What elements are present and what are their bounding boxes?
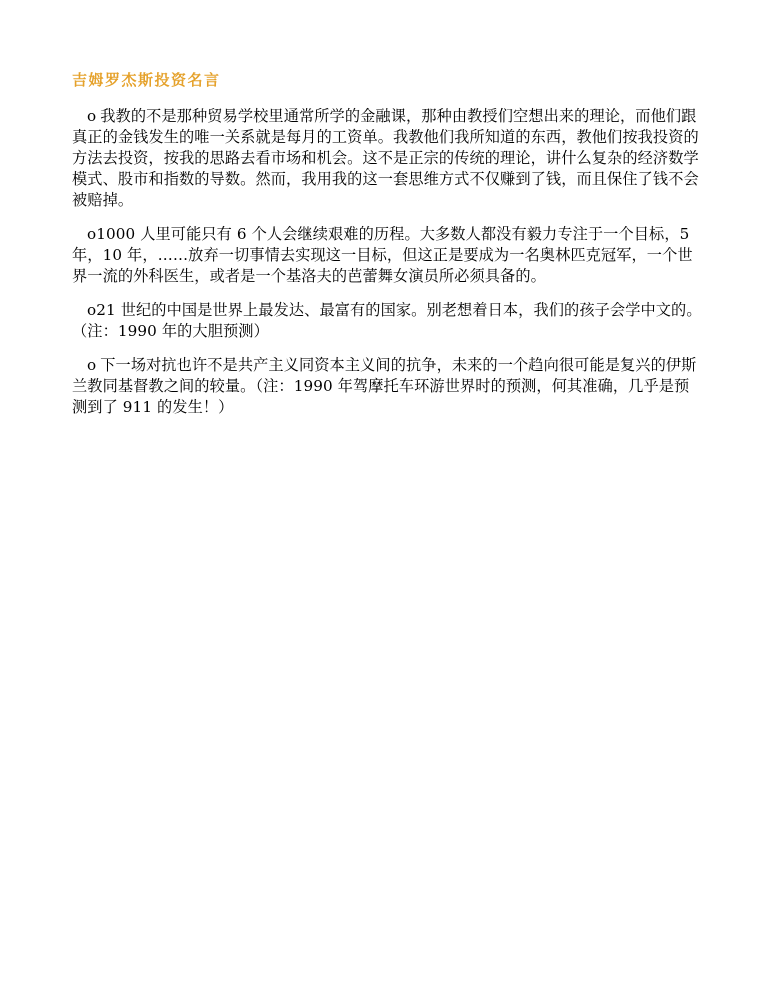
quote-text: 下一场对抗也许不是共产主义同资本主义间的抗争，未来的一个趋向很可能是复兴的伊斯兰教同基督教之间的较量。（注：1990 年驾摩托车环游世界时的预测，何其准确，几乎是预测到了 911 的发生！）: [72, 356, 697, 416]
bullet-marker: o: [87, 225, 97, 243]
quote-text: 我教的不是那种贸易学校里通常所学的金融课，那种由教授们空想出来的理论，而他们跟真正的金钱发生的唯一关系就是每月的工资单。我教他们我所知道的东西，教他们按我投资的方法去投资，按我的思路去看市场和机会。这不是正宗的传统的理论，讲什么复杂的经济数学模式、股市和指数的导数。然而，我用我的这一套思维方式不仅赚到了钱，而且保住了钱不会被赔掉。: [72, 107, 699, 209]
document-title: 吉姆罗杰斯投资名言: [72, 71, 221, 89]
bullet-marker: o: [87, 301, 97, 319]
quote-paragraph: [72, 300, 702, 342]
bullet-marker: o: [87, 356, 97, 374]
quote-paragraph: [72, 355, 702, 418]
bullet-marker: o: [87, 107, 97, 125]
quote-paragraph: [72, 106, 702, 211]
quote-paragraph: [72, 224, 702, 287]
quote-text: 1000 人里可能只有 6 个人会继续艰难的历程。大多数人都没有毅力专注于一个目标，5 年，10 年，……放弃一切事情去实现这一目标，但这正是要成为一名奥林匹克冠军，一个世界一流的外科医生，或者是一个基洛夫的芭蕾舞女演员所必须具备的。: [72, 225, 693, 285]
quote-text: 21 世纪的中国是世界上最发达、最富有的国家。别老想着日本，我们的孩子会学中文的。（注：1990 年的大胆预测）: [72, 301, 702, 340]
document-page: [72, 70, 702, 431]
